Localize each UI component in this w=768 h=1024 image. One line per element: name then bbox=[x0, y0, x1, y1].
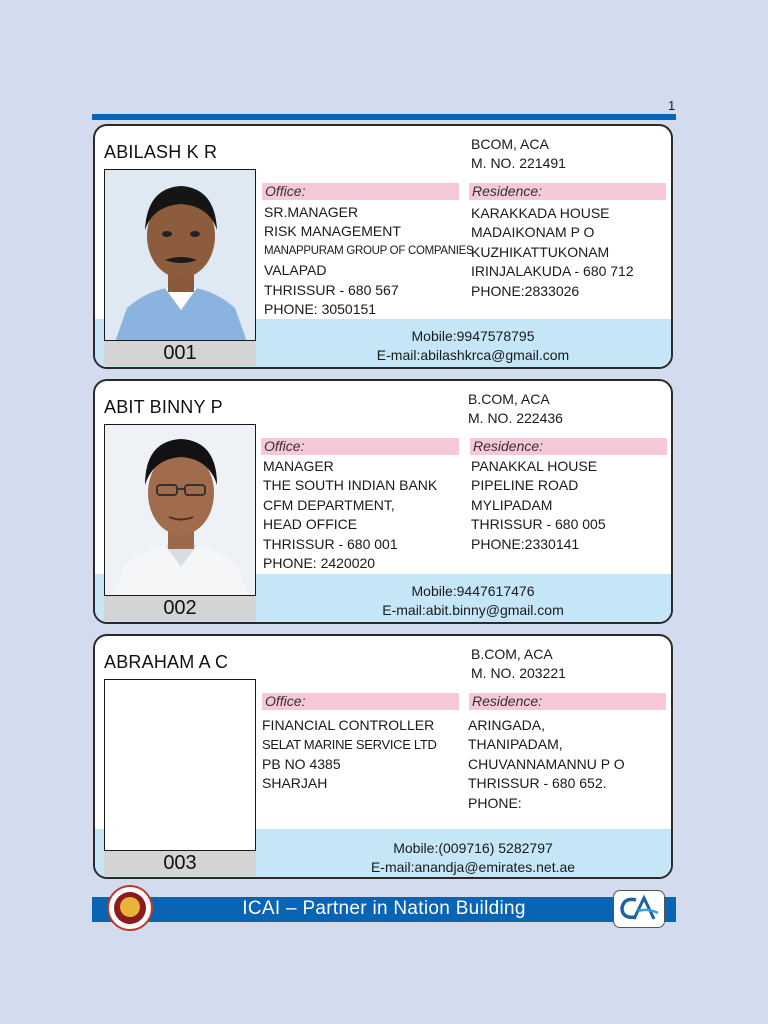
email-address: E-mail:abit.binny@gmail.com bbox=[382, 602, 564, 618]
member-qualification bbox=[471, 645, 566, 683]
residence-line: THRISSUR - 680 652. bbox=[468, 775, 607, 792]
residence-label: Residence: bbox=[469, 183, 666, 200]
office-line: THRISSUR - 680 001 bbox=[263, 535, 398, 552]
office-line: PHONE: 2420020 bbox=[263, 554, 376, 571]
member-card bbox=[93, 124, 673, 369]
residence-line: PHONE:2833026 bbox=[471, 282, 580, 299]
person-photo-icon bbox=[105, 170, 256, 341]
office-address bbox=[264, 203, 473, 319]
office-line: RISK MANAGEMENT bbox=[264, 223, 401, 240]
residence-line: MYLIPADAM bbox=[471, 496, 553, 513]
person-photo-icon bbox=[105, 425, 256, 596]
mobile-number: Mobile:9447617476 bbox=[411, 583, 535, 599]
office-line: VALAPAD bbox=[264, 262, 327, 279]
mobile-number: Mobile:(009716) 5282797 bbox=[393, 840, 553, 856]
qualification-text: B.COM, ACA bbox=[468, 391, 550, 407]
office-line: THE SOUTH INDIAN BANK bbox=[263, 477, 438, 494]
email-address: E-mail:abilashkrca@gmail.com bbox=[376, 347, 570, 363]
office-line: SHARJAH bbox=[262, 775, 328, 792]
member-card bbox=[93, 634, 673, 879]
residence-address bbox=[471, 204, 634, 301]
email-address: E-mail:anandja@emirates.net.ae bbox=[370, 859, 576, 875]
office-address bbox=[263, 457, 437, 573]
residence-line: PHONE: bbox=[468, 794, 522, 811]
residence-address bbox=[468, 716, 625, 813]
serial-number: 002 bbox=[104, 596, 256, 621]
residence-line: CHUVANNAMANNU P O bbox=[468, 755, 625, 772]
office-line: MANAGER bbox=[263, 458, 334, 474]
residence-line: PIPELINE ROAD bbox=[471, 477, 579, 494]
qualification-text: B.COM, ACA bbox=[471, 646, 553, 662]
qualification-text: BCOM, ACA bbox=[471, 136, 549, 152]
member-photo bbox=[104, 169, 256, 341]
mobile-number: Mobile:9947578795 bbox=[411, 328, 535, 344]
footer-band bbox=[92, 897, 676, 922]
serial-number: 001 bbox=[104, 341, 256, 366]
office-line: PB NO 4385 bbox=[262, 755, 341, 772]
office-address bbox=[262, 716, 437, 794]
member-name: ABIT BINNY P bbox=[104, 397, 223, 417]
office-line: FINANCIAL CONTROLLER bbox=[262, 717, 435, 733]
member-qualification bbox=[468, 390, 563, 428]
serial-number: 003 bbox=[104, 851, 256, 876]
office-label: Office: bbox=[262, 183, 459, 200]
residence-address bbox=[471, 457, 606, 554]
footer-tagline: ICAI – Partner in Nation Building bbox=[242, 898, 526, 919]
top-rule bbox=[92, 114, 676, 120]
membership-number: M. NO. 203221 bbox=[471, 665, 566, 681]
office-line: MANAPPURAM GROUP OF COMPANIES bbox=[264, 244, 474, 257]
office-line: THRISSUR - 680 567 bbox=[264, 281, 399, 298]
member-card bbox=[93, 379, 673, 624]
residence-label: Residence: bbox=[469, 693, 666, 710]
residence-line: KUZHIKATTUKONAM bbox=[471, 243, 610, 260]
page-number: 1 bbox=[668, 98, 676, 113]
residence-line: PANAKKAL HOUSE bbox=[471, 458, 598, 474]
residence-line: ARINGADA, bbox=[468, 717, 546, 733]
office-label: Office: bbox=[261, 438, 459, 455]
office-line: SR.MANAGER bbox=[264, 204, 359, 220]
residence-line: THRISSUR - 680 005 bbox=[471, 516, 606, 533]
icai-seal-icon bbox=[107, 885, 153, 931]
residence-line: THANIPADAM, bbox=[468, 736, 563, 753]
office-line: PHONE: 3050151 bbox=[264, 300, 377, 317]
residence-label: Residence: bbox=[470, 438, 667, 455]
member-qualification bbox=[471, 135, 566, 173]
office-line: CFM DEPARTMENT, bbox=[263, 496, 395, 513]
residence-line: KARAKKADA HOUSE bbox=[471, 205, 610, 221]
member-name: ABRAHAM A C bbox=[104, 652, 229, 672]
member-name: ABILASH K R bbox=[104, 142, 218, 162]
member-photo-placeholder bbox=[104, 679, 256, 851]
membership-number: M. NO. 221491 bbox=[471, 155, 566, 171]
residence-line: IRINJALAKUDA - 680 712 bbox=[471, 263, 634, 280]
office-line: SELAT MARINE SERVICE LTD bbox=[262, 737, 437, 753]
membership-number: M. NO. 222436 bbox=[468, 410, 563, 426]
residence-line: PHONE:2330141 bbox=[471, 535, 580, 552]
member-photo bbox=[104, 424, 256, 596]
ca-logo-icon bbox=[613, 890, 665, 928]
residence-line: MADAIKONAM P O bbox=[471, 224, 595, 241]
office-line: HEAD OFFICE bbox=[263, 516, 358, 533]
office-label: Office: bbox=[262, 693, 459, 710]
